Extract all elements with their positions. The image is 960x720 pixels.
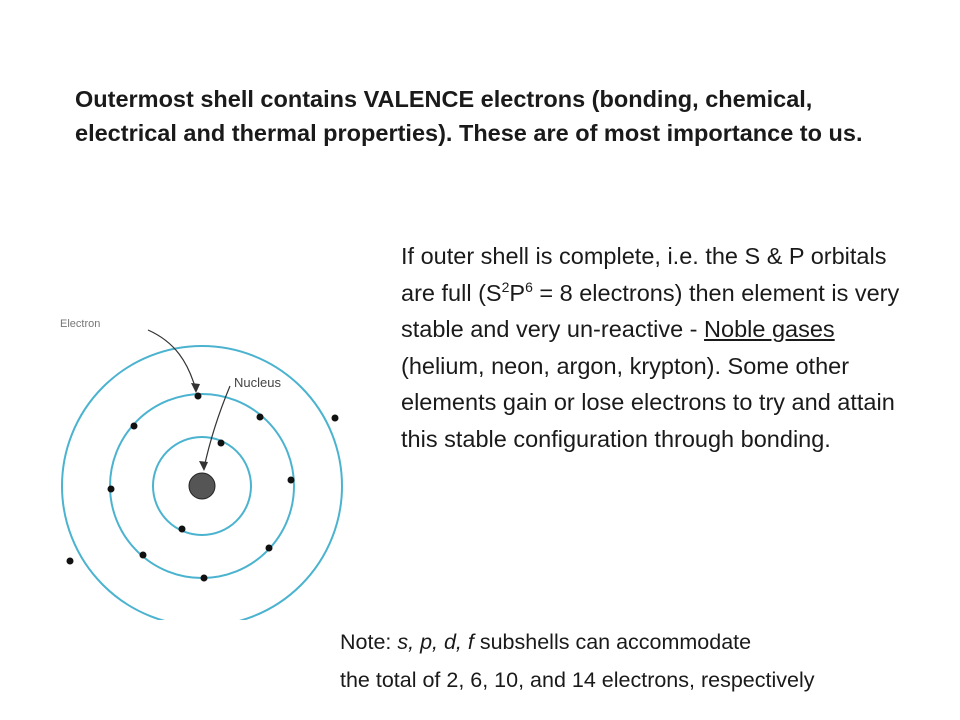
explanation-text-3: = 8 electrons) then element is very stable and very un-reactive - <box>401 279 900 342</box>
explanation-text-1: If outer shell is complete, i.e. the S & P orbitals are full (S <box>401 243 887 306</box>
electron <box>140 552 147 559</box>
note-line-1 <box>340 623 940 661</box>
nucleus-label: Nucleus <box>234 375 281 390</box>
explanation-paragraph <box>401 238 901 457</box>
top-label: Electron <box>60 318 101 330</box>
electron <box>257 414 264 421</box>
electron <box>332 415 339 422</box>
electron <box>131 423 138 430</box>
nucleus <box>189 473 215 499</box>
explanation-text-2: P <box>509 279 526 306</box>
explanation-text-4: (helium, neon, argon, krypton). Some other elements gain or lose electrons to try and attain this stable configuration through bonding. <box>401 352 895 452</box>
noble-gases-term: Noble gases <box>704 316 835 342</box>
electron <box>288 477 295 484</box>
s-superscript: 2 <box>501 278 510 295</box>
note-line-1-rest: subshells can accommodate <box>473 630 752 654</box>
valence-arrowhead <box>191 383 200 393</box>
electron <box>201 575 208 582</box>
valence-arrow <box>148 330 196 390</box>
subshell-note <box>340 623 940 699</box>
electron <box>179 526 186 533</box>
electron <box>266 545 273 552</box>
nucleus-arrowhead <box>199 461 208 471</box>
pointer-arrows <box>148 330 230 468</box>
p-superscript: 6 <box>525 278 533 295</box>
atom-shell-diagram <box>40 300 370 620</box>
note-prefix: Note: <box>340 630 398 654</box>
electron <box>218 440 225 447</box>
subshell-letters: s, p, d, f <box>397 630 474 654</box>
electron <box>195 393 202 400</box>
note-line-2: the total of 2, 6, 10, and 14 electrons, respectively <box>340 668 815 692</box>
electron <box>67 558 74 565</box>
nucleus-arrow <box>204 386 230 468</box>
slide-heading: Outermost shell contains VALENCE electrons (bonding, chemical, electrical and thermal properties). These are of most importance to us. <box>75 86 863 146</box>
electron <box>108 486 115 493</box>
